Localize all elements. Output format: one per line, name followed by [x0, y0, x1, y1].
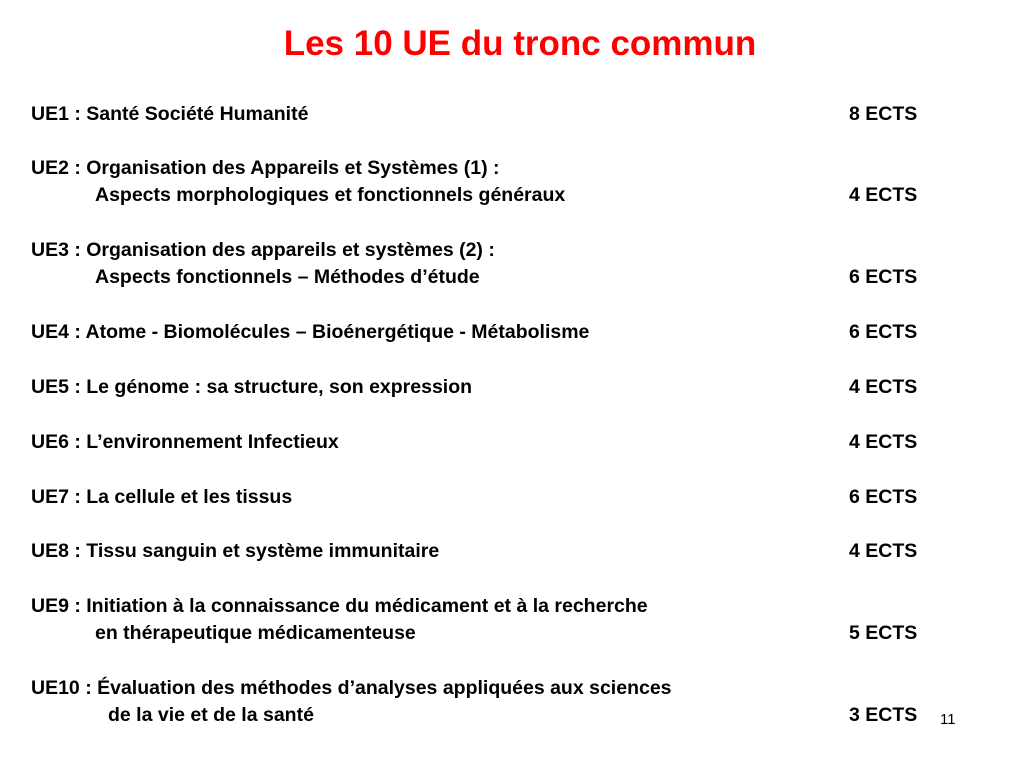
ue-item-6: [0, 429, 1024, 455]
ue-item-3-continuation: [0, 264, 1024, 290]
ects-value: 5 ECTS: [849, 622, 918, 644]
ue-name: UE6 : L’environnement Infectieux: [31, 431, 339, 453]
ue-name: UE3 : Organisation des appareils et systèmes (2) :: [31, 239, 495, 261]
ue-item-9: [0, 593, 1024, 619]
ue-name: UE10 : Évaluation des méthodes d’analyses appliquées aux sciences: [31, 677, 672, 699]
ue-name: UE1 : Santé Société Humanité: [31, 103, 309, 125]
ue-name: UE2 : Organisation des Appareils et Systèmes (1) :: [31, 157, 500, 179]
ue-subtitle: Aspects fonctionnels – Méthodes d’étude: [95, 266, 480, 288]
ue-item-2: [0, 155, 1024, 181]
ects-value: 8 ECTS: [849, 103, 918, 125]
ue-subtitle: Aspects morphologiques et fonctionnels généraux: [95, 184, 566, 206]
ue-item-4: [0, 319, 1024, 345]
ects-value: 4 ECTS: [849, 431, 918, 453]
ects-value: 4 ECTS: [849, 540, 918, 562]
ects-value: 3 ECTS: [849, 704, 918, 726]
ects-value: 4 ECTS: [849, 376, 918, 398]
ue-item-3: [0, 237, 1024, 263]
ue-item-1: [0, 101, 1024, 127]
ue-subtitle: de la vie et de la santé: [108, 704, 314, 726]
ue-item-8: [0, 538, 1024, 564]
ue-name: UE8 : Tissu sanguin et système immunitaire: [31, 540, 440, 562]
ue-item-10-continuation: [0, 702, 1024, 728]
ue-item-2-continuation: [0, 182, 1024, 208]
ue-item-5: [0, 374, 1024, 400]
ue-item-9-continuation: [0, 620, 1024, 646]
ue-subtitle: en thérapeutique médicamenteuse: [95, 622, 416, 644]
ects-value: 6 ECTS: [849, 486, 918, 508]
ue-name: UE5 : Le génome : sa structure, son expression: [31, 376, 473, 398]
ue-name: UE4 : Atome - Biomolécules – Bioénergétique - Métabolisme: [31, 321, 590, 343]
ue-item-7: [0, 484, 1024, 510]
ects-value: 6 ECTS: [849, 321, 918, 343]
ects-value: 6 ECTS: [849, 266, 918, 288]
ects-value: 4 ECTS: [849, 184, 918, 206]
slide-title: Les 10 UE du tronc commun: [283, 24, 757, 63]
ue-name: UE9 : Initiation à la connaissance du médicament et à la recherche: [31, 595, 648, 617]
page-number: 11: [940, 711, 956, 728]
ue-name: UE7 : La cellule et les tissus: [31, 486, 293, 508]
ue-item-10: [0, 675, 1024, 701]
